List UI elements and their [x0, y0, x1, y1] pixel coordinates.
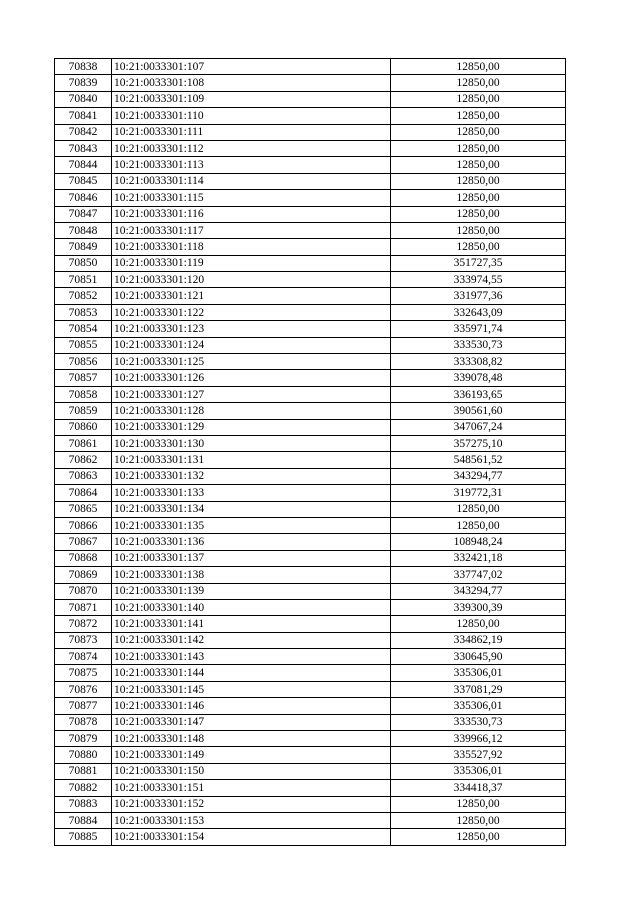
value-cell: 12850,00	[391, 157, 566, 173]
table-row	[55, 354, 566, 370]
cadastral-number-cell: 10:21:0033301:111	[112, 124, 391, 140]
row-number-cell: 70875	[55, 665, 112, 681]
cadastral-number-cell: 10:21:0033301:124	[112, 337, 391, 353]
value-cell: 337747,02	[391, 567, 566, 583]
row-number-cell: 70844	[55, 157, 112, 173]
cadastral-number-cell: 10:21:0033301:109	[112, 91, 391, 107]
value-cell: 336193,65	[391, 386, 566, 402]
row-number-cell: 70876	[55, 681, 112, 697]
value-cell: 330645,90	[391, 649, 566, 665]
table-row	[55, 91, 566, 107]
row-number-cell: 70849	[55, 239, 112, 255]
cadastral-number-cell: 10:21:0033301:147	[112, 714, 391, 730]
table-row	[55, 272, 566, 288]
cadastral-number-cell: 10:21:0033301:152	[112, 796, 391, 812]
cadastral-number-cell: 10:21:0033301:108	[112, 75, 391, 91]
cadastral-number-cell: 10:21:0033301:141	[112, 616, 391, 632]
table-row	[55, 140, 566, 156]
table-row	[55, 206, 566, 222]
table-row	[55, 239, 566, 255]
row-number-cell: 70858	[55, 386, 112, 402]
table-row	[55, 780, 566, 796]
row-number-cell: 70853	[55, 304, 112, 320]
row-number-cell: 70881	[55, 763, 112, 779]
table-row	[55, 698, 566, 714]
value-cell: 339300,39	[391, 599, 566, 615]
table-row	[55, 632, 566, 648]
value-cell: 319772,31	[391, 485, 566, 501]
cadastral-number-cell: 10:21:0033301:135	[112, 517, 391, 533]
table-row	[55, 157, 566, 173]
row-number-cell: 70872	[55, 616, 112, 632]
cadastral-number-cell: 10:21:0033301:128	[112, 403, 391, 419]
row-number-cell: 70847	[55, 206, 112, 222]
cadastral-number-cell: 10:21:0033301:126	[112, 370, 391, 386]
value-cell: 337081,29	[391, 681, 566, 697]
row-number-cell: 70884	[55, 812, 112, 828]
value-cell: 12850,00	[391, 140, 566, 156]
value-cell: 339078,48	[391, 370, 566, 386]
cadastral-number-cell: 10:21:0033301:121	[112, 288, 391, 304]
cadastral-number-cell: 10:21:0033301:153	[112, 812, 391, 828]
value-cell: 12850,00	[391, 222, 566, 238]
table-row	[55, 75, 566, 91]
value-cell: 12850,00	[391, 91, 566, 107]
table-row	[55, 550, 566, 566]
cadastral-number-cell: 10:21:0033301:144	[112, 665, 391, 681]
table-row	[55, 304, 566, 320]
row-number-cell: 70839	[55, 75, 112, 91]
table-row	[55, 517, 566, 533]
cadastral-number-cell: 10:21:0033301:143	[112, 649, 391, 665]
value-cell: 351727,35	[391, 255, 566, 271]
row-number-cell: 70873	[55, 632, 112, 648]
value-cell: 333530,73	[391, 714, 566, 730]
row-number-cell: 70878	[55, 714, 112, 730]
row-number-cell: 70856	[55, 354, 112, 370]
value-cell: 339966,12	[391, 731, 566, 747]
value-cell: 343294,77	[391, 583, 566, 599]
cadastral-number-cell: 10:21:0033301:145	[112, 681, 391, 697]
value-cell: 331977,36	[391, 288, 566, 304]
row-number-cell: 70840	[55, 91, 112, 107]
cadastral-number-cell: 10:21:0033301:149	[112, 747, 391, 763]
cadastral-number-cell: 10:21:0033301:142	[112, 632, 391, 648]
cadastral-number-cell: 10:21:0033301:134	[112, 501, 391, 517]
value-cell: 334862,19	[391, 632, 566, 648]
row-number-cell: 70882	[55, 780, 112, 796]
cadastral-number-cell: 10:21:0033301:119	[112, 255, 391, 271]
value-cell: 333308,82	[391, 354, 566, 370]
row-number-cell: 70877	[55, 698, 112, 714]
table-row	[55, 714, 566, 730]
cadastral-number-cell: 10:21:0033301:120	[112, 272, 391, 288]
row-number-cell: 70883	[55, 796, 112, 812]
cadastral-number-cell: 10:21:0033301:118	[112, 239, 391, 255]
row-number-cell: 70838	[55, 59, 112, 75]
row-number-cell: 70885	[55, 829, 112, 845]
cadastral-number-cell: 10:21:0033301:115	[112, 190, 391, 206]
row-number-cell: 70866	[55, 517, 112, 533]
table-row	[55, 222, 566, 238]
cadastral-number-cell: 10:21:0033301:131	[112, 452, 391, 468]
table-row	[55, 747, 566, 763]
table-body	[55, 59, 566, 846]
row-number-cell: 70859	[55, 403, 112, 419]
value-cell: 335306,01	[391, 763, 566, 779]
cadastral-number-cell: 10:21:0033301:137	[112, 550, 391, 566]
cadastral-number-cell: 10:21:0033301:125	[112, 354, 391, 370]
table-row	[55, 763, 566, 779]
row-number-cell: 70848	[55, 222, 112, 238]
table-row	[55, 452, 566, 468]
value-cell: 332643,09	[391, 304, 566, 320]
value-cell: 12850,00	[391, 501, 566, 517]
row-number-cell: 70871	[55, 599, 112, 615]
row-number-cell: 70865	[55, 501, 112, 517]
value-cell: 548561,52	[391, 452, 566, 468]
value-cell: 343294,77	[391, 468, 566, 484]
row-number-cell: 70861	[55, 435, 112, 451]
cadastral-number-cell: 10:21:0033301:151	[112, 780, 391, 796]
value-cell: 12850,00	[391, 616, 566, 632]
row-number-cell: 70845	[55, 173, 112, 189]
row-number-cell: 70852	[55, 288, 112, 304]
value-cell: 12850,00	[391, 517, 566, 533]
cadastral-number-cell: 10:21:0033301:110	[112, 108, 391, 124]
table-row	[55, 468, 566, 484]
value-cell: 12850,00	[391, 59, 566, 75]
cadastral-number-cell: 10:21:0033301:116	[112, 206, 391, 222]
table-row	[55, 370, 566, 386]
row-number-cell: 70869	[55, 567, 112, 583]
row-number-cell: 70843	[55, 140, 112, 156]
cadastral-number-cell: 10:21:0033301:146	[112, 698, 391, 714]
row-number-cell: 70857	[55, 370, 112, 386]
cadastral-number-cell: 10:21:0033301:113	[112, 157, 391, 173]
table-row	[55, 108, 566, 124]
table-row	[55, 386, 566, 402]
table-row	[55, 321, 566, 337]
value-cell: 12850,00	[391, 173, 566, 189]
cadastral-number-cell: 10:21:0033301:107	[112, 59, 391, 75]
row-number-cell: 70854	[55, 321, 112, 337]
row-number-cell: 70874	[55, 649, 112, 665]
table-row	[55, 665, 566, 681]
value-cell: 347067,24	[391, 419, 566, 435]
row-number-cell: 70863	[55, 468, 112, 484]
value-cell: 335971,74	[391, 321, 566, 337]
table-row	[55, 501, 566, 517]
table-row	[55, 288, 566, 304]
table-row	[55, 681, 566, 697]
table-row	[55, 829, 566, 845]
table-row	[55, 435, 566, 451]
value-cell: 335306,01	[391, 698, 566, 714]
value-cell: 335306,01	[391, 665, 566, 681]
cadastral-number-cell: 10:21:0033301:140	[112, 599, 391, 615]
value-cell: 12850,00	[391, 108, 566, 124]
value-cell: 334418,37	[391, 780, 566, 796]
row-number-cell: 70879	[55, 731, 112, 747]
table-row	[55, 485, 566, 501]
row-number-cell: 70862	[55, 452, 112, 468]
cadastral-number-cell: 10:21:0033301:150	[112, 763, 391, 779]
table-row	[55, 812, 566, 828]
value-cell: 108948,24	[391, 534, 566, 550]
cadastral-number-cell: 10:21:0033301:132	[112, 468, 391, 484]
value-cell: 333530,73	[391, 337, 566, 353]
cadastral-number-cell: 10:21:0033301:127	[112, 386, 391, 402]
table-row	[55, 599, 566, 615]
value-cell: 12850,00	[391, 829, 566, 845]
table-row	[55, 255, 566, 271]
table-row	[55, 616, 566, 632]
table-row	[55, 649, 566, 665]
row-number-cell: 70867	[55, 534, 112, 550]
cadastral-number-cell: 10:21:0033301:123	[112, 321, 391, 337]
table-row	[55, 731, 566, 747]
cadastral-number-cell: 10:21:0033301:139	[112, 583, 391, 599]
table-row	[55, 124, 566, 140]
table-row	[55, 173, 566, 189]
row-number-cell: 70860	[55, 419, 112, 435]
table-row	[55, 567, 566, 583]
table-row	[55, 337, 566, 353]
row-number-cell: 70880	[55, 747, 112, 763]
cadastral-number-cell: 10:21:0033301:133	[112, 485, 391, 501]
value-cell: 12850,00	[391, 812, 566, 828]
row-number-cell: 70868	[55, 550, 112, 566]
row-number-cell: 70870	[55, 583, 112, 599]
value-cell: 12850,00	[391, 190, 566, 206]
cadastral-number-cell: 10:21:0033301:148	[112, 731, 391, 747]
row-number-cell: 70842	[55, 124, 112, 140]
table-row	[55, 796, 566, 812]
cadastral-number-cell: 10:21:0033301:117	[112, 222, 391, 238]
value-cell: 335527,92	[391, 747, 566, 763]
cadastral-number-cell: 10:21:0033301:136	[112, 534, 391, 550]
table-row	[55, 583, 566, 599]
value-cell: 12850,00	[391, 206, 566, 222]
cadastral-number-cell: 10:21:0033301:130	[112, 435, 391, 451]
row-number-cell: 70850	[55, 255, 112, 271]
value-cell: 12850,00	[391, 75, 566, 91]
data-table	[54, 58, 566, 846]
row-number-cell: 70851	[55, 272, 112, 288]
value-cell: 12850,00	[391, 239, 566, 255]
value-cell: 357275,10	[391, 435, 566, 451]
value-cell: 12850,00	[391, 796, 566, 812]
table-row	[55, 419, 566, 435]
value-cell: 390561,60	[391, 403, 566, 419]
value-cell: 333974,55	[391, 272, 566, 288]
cadastral-number-cell: 10:21:0033301:112	[112, 140, 391, 156]
table-row	[55, 534, 566, 550]
cadastral-number-cell: 10:21:0033301:114	[112, 173, 391, 189]
row-number-cell: 70855	[55, 337, 112, 353]
table-row	[55, 403, 566, 419]
cadastral-number-cell: 10:21:0033301:122	[112, 304, 391, 320]
row-number-cell: 70864	[55, 485, 112, 501]
table-row	[55, 190, 566, 206]
value-cell: 12850,00	[391, 124, 566, 140]
value-cell: 332421,18	[391, 550, 566, 566]
row-number-cell: 70841	[55, 108, 112, 124]
row-number-cell: 70846	[55, 190, 112, 206]
table-row	[55, 59, 566, 75]
cadastral-number-cell: 10:21:0033301:154	[112, 829, 391, 845]
cadastral-number-cell: 10:21:0033301:138	[112, 567, 391, 583]
cadastral-number-cell: 10:21:0033301:129	[112, 419, 391, 435]
